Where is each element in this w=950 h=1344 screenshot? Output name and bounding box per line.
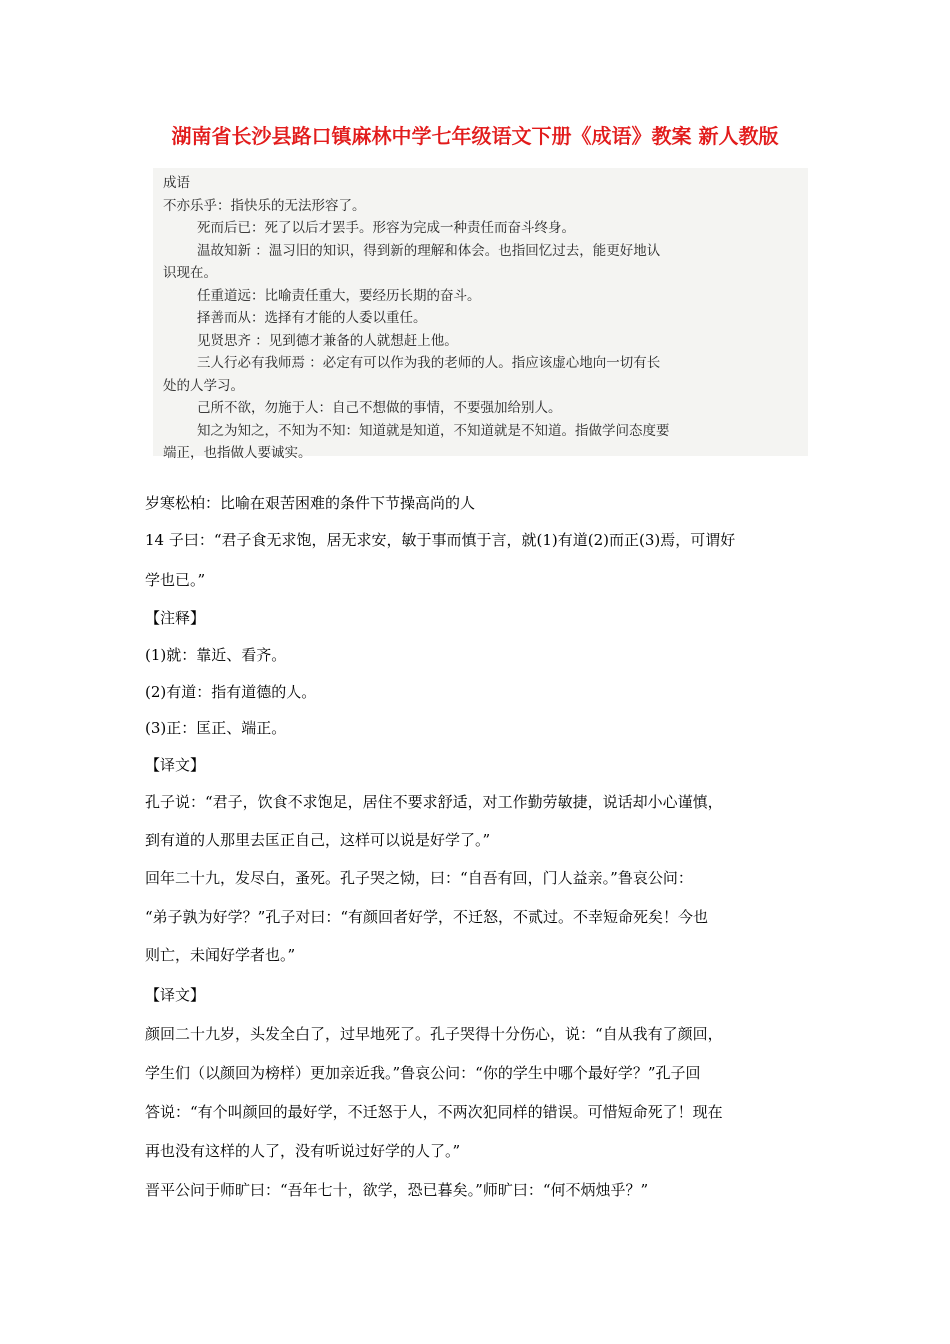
paragraph-line: 学也已。” (145, 571, 206, 589)
paragraph-line: “弟子孰为好学？”孔子对曰：“有颜回者好学，不迁怒，不贰过。不幸短命死矣！今也 (145, 908, 709, 926)
scan-line: 处的人学习。 (163, 377, 244, 394)
paragraph-line: 晋平公问于师旷曰：“吾年七十，欲学，恐已暮矣。”师旷曰：“何不炳烛乎？” (145, 1181, 649, 1199)
scanned-idiom-image (153, 168, 808, 461)
paragraph-line: (2)有道：指有道德的人。 (145, 683, 317, 701)
paragraph-line: (1)就：靠近、看齐。 (145, 646, 287, 664)
paragraph-line: 到有道的人那里去匡正自己，这样可以说是好学了。” (145, 831, 491, 849)
scan-line: 不亦乐乎：指快乐的无法形容了。 (163, 197, 366, 214)
paragraph-line: 则亡，未闻好学者也。” (145, 946, 296, 964)
scan-heading: 成语 (163, 175, 190, 191)
paragraph-line: 【注释】 (145, 609, 206, 627)
document-title: 湖南省长沙县路口镇麻林中学七年级语文下册《成语》教案 新人教版 (171, 124, 779, 148)
scan-line: 择善而从：选择有才能的人委以重任。 (197, 310, 427, 326)
scan-line: 己所不欲，勿施于人：自己不想做的事情，不要强加给别人。 (197, 400, 562, 416)
scan-line: 见贤思齐 ：见到德才兼备的人就想赶上他。 (197, 332, 458, 349)
scan-line: 三人行必有我师焉 ：必定有可以作为我的老师的人。指应该虚心地向一切有长 (197, 355, 661, 371)
paragraph-line: 【译文】 (145, 986, 206, 1004)
paragraph-line: 【译文】 (145, 756, 206, 774)
paragraph-line: 再也没有这样的人了，没有听说过好学的人了。” (145, 1142, 461, 1160)
paragraph-line: (3)正：匡正、端正。 (145, 719, 287, 737)
paragraph-line: 答说：“有个叫颜回的最好学，不迁怒于人，不两次犯同样的错误。可惜短命死了！现在 (145, 1103, 723, 1121)
paragraph-line: 回年二十九，发尽白，蚤死。孔子哭之恸，曰：“自吾有回，门人益亲。”鲁哀公问： (145, 869, 693, 887)
paragraph-line: 孔子说：“君子，饮食不求饱足，居住不要求舒适，对工作勤劳敏捷，说话却小心谨慎， (145, 793, 723, 811)
scan-line: 知之为知之，不知为不知：知道就是知道，不知道就是不知道。指做学问态度要 (197, 422, 670, 439)
scan-lines (163, 195, 800, 465)
scan-line: 任重道远：比喻责任重大，要经历长期的奋斗。 (197, 287, 481, 304)
scan-line: 识现在。 (163, 265, 217, 281)
paragraph-line: 学生们（以颜回为榜样）更加亲近我。”鲁哀公问：“你的学生中哪个最好学？”孔子回 (145, 1064, 701, 1082)
scan-line: 端正，也指做人要诚实。 (163, 445, 312, 461)
paragraph-line: 岁寒松柏：比喻在艰苦困难的条件下节操高尚的人 (145, 494, 476, 512)
scan-line: 死而后已：死了以后才罢手。形容为完成一种责任而奋斗终身。 (197, 220, 575, 236)
scan-line: 温故知新 ：温习旧的知识，得到新的理解和体会。也指回忆过去，能更好地认 (197, 242, 661, 259)
paragraph-line: 14 子曰：“君子食无求饱，居无求安，敏于事而慎于言，就(1)有道(2)而正(3)焉，可谓好 (145, 531, 736, 549)
paragraph-line: 颜回二十九岁，头发全白了，过早地死了。孔子哭得十分伤心，说：“自从我有了颜回， (145, 1025, 723, 1043)
